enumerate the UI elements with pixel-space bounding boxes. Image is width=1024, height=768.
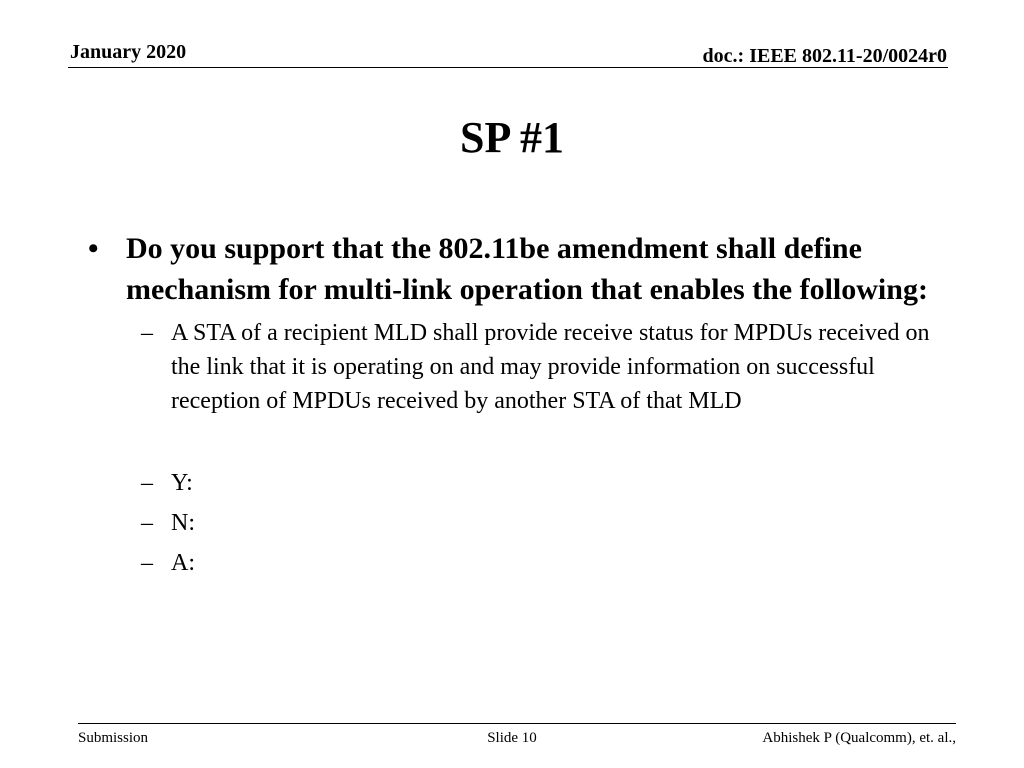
vote-no: [84, 506, 954, 540]
slide-body: [84, 228, 954, 580]
header-doc-id: doc.: IEEE 802.11-20/0024r0: [702, 45, 947, 67]
vote-no-label: N:: [171, 510, 195, 536]
header-rule: [68, 67, 948, 68]
vote-yes: [84, 466, 954, 500]
dash-marker: –: [141, 470, 153, 496]
dash-marker: –: [141, 510, 153, 536]
header-date: January 2020: [70, 41, 187, 63]
footer-rule: [78, 723, 956, 724]
vote-abstain-label: A:: [171, 550, 195, 576]
vote-yes-label: Y:: [171, 470, 193, 496]
bullet-marker: •: [88, 232, 99, 265]
sub-item: [84, 316, 954, 418]
slide-title: SP #1: [460, 113, 564, 162]
question-text: Do you support that the 802.11be amendment shall define mechanism for multi-link operation that enables the following:: [126, 232, 928, 306]
dash-marker: –: [141, 320, 153, 346]
footer-submission: Submission: [78, 730, 149, 746]
vote-abstain: [84, 546, 954, 580]
sub-item-text: A STA of a recipient MLD shall provide receive status for MPDUs received on the link that it is operating on and may provide information on successful reception of MPDUs received by another STA of that MLD: [171, 320, 930, 414]
main-bullet: [84, 228, 954, 310]
dash-marker: –: [141, 550, 153, 576]
footer-author: Abhishek P (Qualcomm), et. al.,: [762, 730, 956, 746]
footer-slide-number: Slide 10: [487, 730, 537, 746]
spacer: [84, 418, 954, 460]
